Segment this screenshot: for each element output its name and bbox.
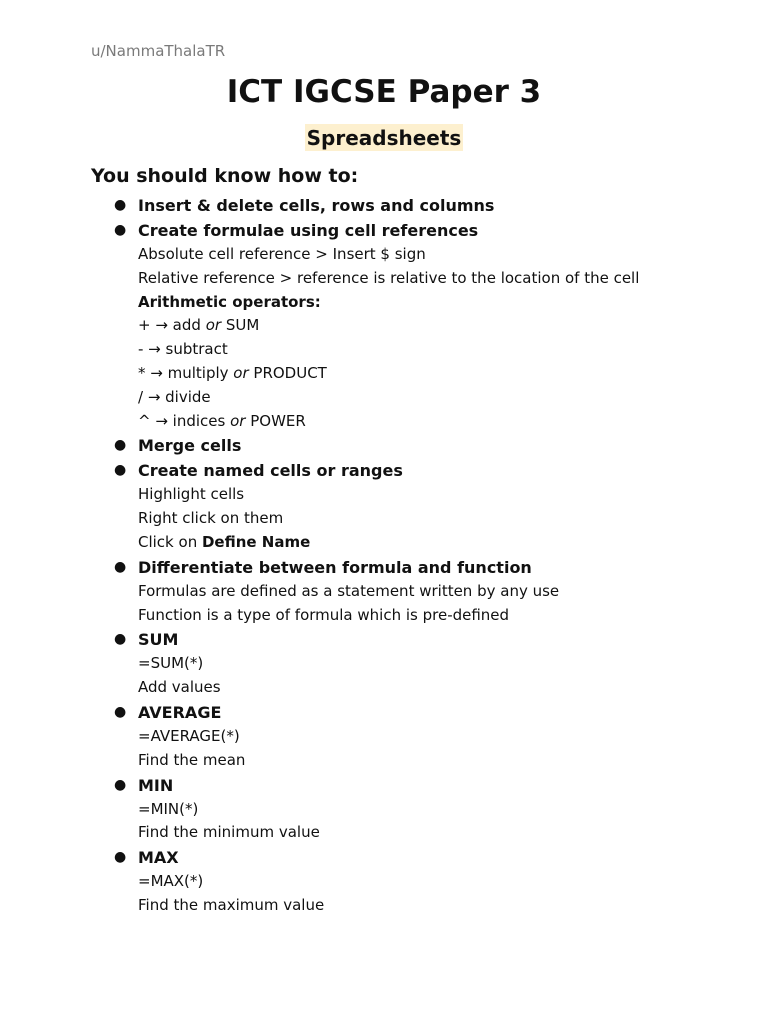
detail-line: Relative reference > reference is relative to the location of the cell <box>138 268 640 287</box>
list-item <box>110 193 750 218</box>
list-item <box>110 845 750 918</box>
bullet-icon: ● <box>114 631 127 648</box>
emphasis-text: or <box>233 363 249 382</box>
list-item-title: SUM <box>138 630 179 650</box>
detail-line: Formulas are defined as a statement written by any use <box>138 581 560 600</box>
detail-text: PRODUCT <box>248 363 327 382</box>
list-item-title: MIN <box>138 775 174 795</box>
page-title: ICT IGCSE Paper 3 <box>226 74 542 110</box>
list-item-title: AVERAGE <box>138 702 222 722</box>
subtitle-wrapper <box>0 124 768 151</box>
bullet-icon: ● <box>114 849 127 866</box>
list-item-title: MAX <box>138 848 179 868</box>
author-handle: u/NammaThalaTR <box>91 42 226 60</box>
section-heading: Spreadsheets <box>306 126 462 150</box>
emphasis-text: or <box>205 316 222 335</box>
detail-text: POWER <box>245 411 306 430</box>
detail-line: Add values <box>138 678 221 697</box>
detail-line <box>138 410 750 434</box>
detail-text: Click on <box>138 532 202 551</box>
bold-text: Define Name <box>201 532 311 551</box>
detail-line <box>138 362 750 386</box>
detail-line: =MIN(*) <box>138 799 199 818</box>
detail-line: Find the minimum value <box>138 823 320 842</box>
detail-text: * → multiply <box>138 363 234 382</box>
list-item-title: Merge cells <box>138 436 242 456</box>
bullet-icon: ● <box>114 437 127 454</box>
bullet-icon: ● <box>114 222 127 238</box>
list-item <box>110 627 750 700</box>
bullet-icon: ● <box>114 462 127 479</box>
bullet-icon: ● <box>114 197 127 213</box>
detail-line: Find the mean <box>138 750 246 769</box>
detail-line: Absolute cell reference > Insert $ sign <box>138 245 426 263</box>
bullet-icon: ● <box>114 558 127 575</box>
detail-line: / → divide <box>138 387 211 406</box>
detail-line: Arithmetic operators: <box>138 292 321 311</box>
detail-text: ^ → indices <box>138 411 231 430</box>
list-item <box>110 433 750 458</box>
detail-line: Function is a type of formula which is pre-defined <box>138 605 510 624</box>
list-item <box>110 458 750 554</box>
list-item <box>110 555 750 628</box>
detail-line: Highlight cells <box>138 485 245 504</box>
bullet-icon: ● <box>114 776 127 793</box>
intro-heading: You should know how to: <box>91 165 359 187</box>
detail-line: - → subtract <box>138 340 228 359</box>
list-item-title: Create formulae using cell references <box>138 221 479 240</box>
topic-list <box>110 193 750 918</box>
detail-line: Find the maximum value <box>138 895 325 914</box>
list-item-title: Differentiate between formula and function <box>138 557 532 577</box>
detail-line: =SUM(*) <box>138 654 204 673</box>
list-item <box>110 218 750 433</box>
detail-text: SUM <box>221 316 260 335</box>
list-item <box>110 700 750 773</box>
bullet-icon: ● <box>114 703 127 720</box>
detail-line <box>138 314 750 338</box>
detail-line: =AVERAGE(*) <box>138 726 240 745</box>
detail-text: + → add <box>138 316 206 335</box>
list-item-title: Create named cells or ranges <box>138 461 403 481</box>
detail-line: =MAX(*) <box>138 872 204 891</box>
emphasis-text: or <box>230 411 246 430</box>
detail-line <box>138 531 750 555</box>
detail-line: Right click on them <box>138 509 284 528</box>
list-item <box>110 773 750 846</box>
list-item-title: Insert & delete cells, rows and columns <box>138 196 495 215</box>
